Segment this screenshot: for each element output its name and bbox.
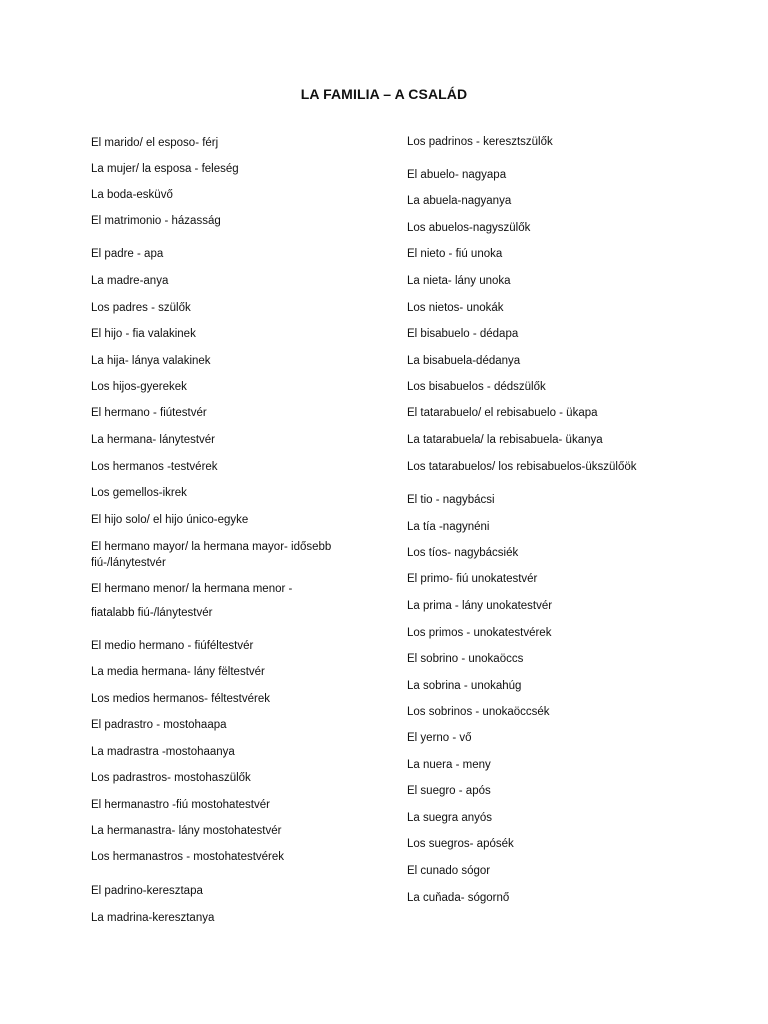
list-item: El matrimonio - házasság: [91, 215, 221, 227]
list-item: Los hermanastros - mostohatestvérek: [91, 851, 285, 863]
list-item: El padre - apa: [91, 248, 164, 260]
list-item: La madre-anya: [91, 275, 169, 287]
list-item: El yerno - vő: [407, 732, 472, 744]
list-item: Los padrastros- mostohaszülők: [91, 772, 251, 784]
list-item: El hijo solo/ el hijo único-egyke: [91, 514, 249, 526]
list-item: La sobrina - unokahúg: [407, 680, 522, 692]
list-item: La abuela-nagyanya: [407, 195, 512, 207]
list-item: El hijo - fia valakinek: [91, 328, 196, 340]
list-item: El padrastro - mostohaapa: [91, 719, 227, 731]
list-item: La media hermana- lány fëltestvér: [91, 666, 265, 678]
list-item: El hermano - fiútestvér: [91, 407, 207, 419]
list-item: fiatalabb fiú-/lánytestvér: [91, 607, 213, 619]
list-item: La madrastra -mostohaanya: [91, 746, 235, 758]
list-item: Los primos - unokatestvérek: [407, 627, 552, 639]
list-item: La tatarabuela/ la rebisabuela- ükanya: [407, 434, 603, 446]
list-item: Los padres - szülők: [91, 302, 191, 314]
list-item: La hija- lánya valakinek: [91, 355, 211, 367]
list-item: El medio hermano - fiúféltestvér: [91, 640, 254, 652]
list-item: La prima - lány unokatestvér: [407, 600, 553, 612]
list-item: La bisabuela-dédanya: [407, 355, 521, 367]
list-item: El abuelo- nagyapa: [407, 169, 507, 181]
list-item: Los gemellos-ikrek: [91, 487, 187, 499]
list-item: El hermanastro -fiú mostohatestvér: [91, 799, 270, 811]
list-item: La hermana- lánytestvér: [91, 434, 216, 446]
list-item: La tía -nagynéni: [407, 521, 490, 533]
list-item: El marido/ el esposo- férj: [91, 137, 219, 149]
list-item: La cuňada- sógornő: [407, 892, 510, 904]
list-item: Los padrinos - keresztszülők: [407, 136, 553, 148]
page-title: LA FAMILIA – A CSALÁD: [300, 86, 468, 102]
list-item: Los abuelos-nagyszülők: [407, 222, 531, 234]
list-item: Los sobrinos - unokaöccsék: [407, 706, 550, 718]
list-item: El sobrino - unokaöccs: [407, 653, 524, 665]
list-item: El hermano mayor/ la hermana mayor- idősebb fiú-/lánytestvér: [91, 541, 332, 569]
list-item: La mujer/ la esposa - feleség: [91, 163, 239, 175]
list-item: Los hijos-gyerekek: [91, 381, 187, 393]
list-item: Los suegros- apósék: [407, 838, 514, 850]
list-item: Los bisabuelos - dédszülők: [407, 381, 546, 393]
list-item: El bisabuelo - dédapa: [407, 328, 519, 340]
list-item: Los medios hermanos- féltestvérek: [91, 693, 270, 705]
list-item: La nuera - meny: [407, 759, 491, 771]
list-item: Los nietos- unokák: [407, 302, 504, 314]
list-item: La boda-esküvő: [91, 189, 173, 201]
list-item: Los hermanos -testvérek: [91, 461, 218, 473]
list-item: El padrino-keresztapa: [91, 885, 203, 897]
list-item: Los tatarabuelos/ los rebisabuelos-ükszülőök: [407, 461, 637, 473]
list-item: La hermanastra- lány mostohatestvér: [91, 825, 282, 837]
list-item: El hermano menor/ la hermana menor -: [91, 583, 293, 595]
list-item: El suegro - após: [407, 785, 491, 797]
list-item: El tio - nagybácsi: [407, 494, 495, 506]
list-item: Los tíos- nagybácsiék: [407, 547, 519, 559]
list-item: El cunado sógor: [407, 865, 491, 877]
list-item: El nieto - fiú unoka: [407, 248, 503, 260]
list-item: La nieta- lány unoka: [407, 275, 511, 287]
list-item: La suegra anyós: [407, 812, 493, 824]
list-item: El tatarabuelo/ el rebisabuelo - ükapa: [407, 407, 598, 419]
list-item: El primo- fiú unokatestvér: [407, 573, 538, 585]
list-item: La madrina-keresztanya: [91, 912, 215, 924]
